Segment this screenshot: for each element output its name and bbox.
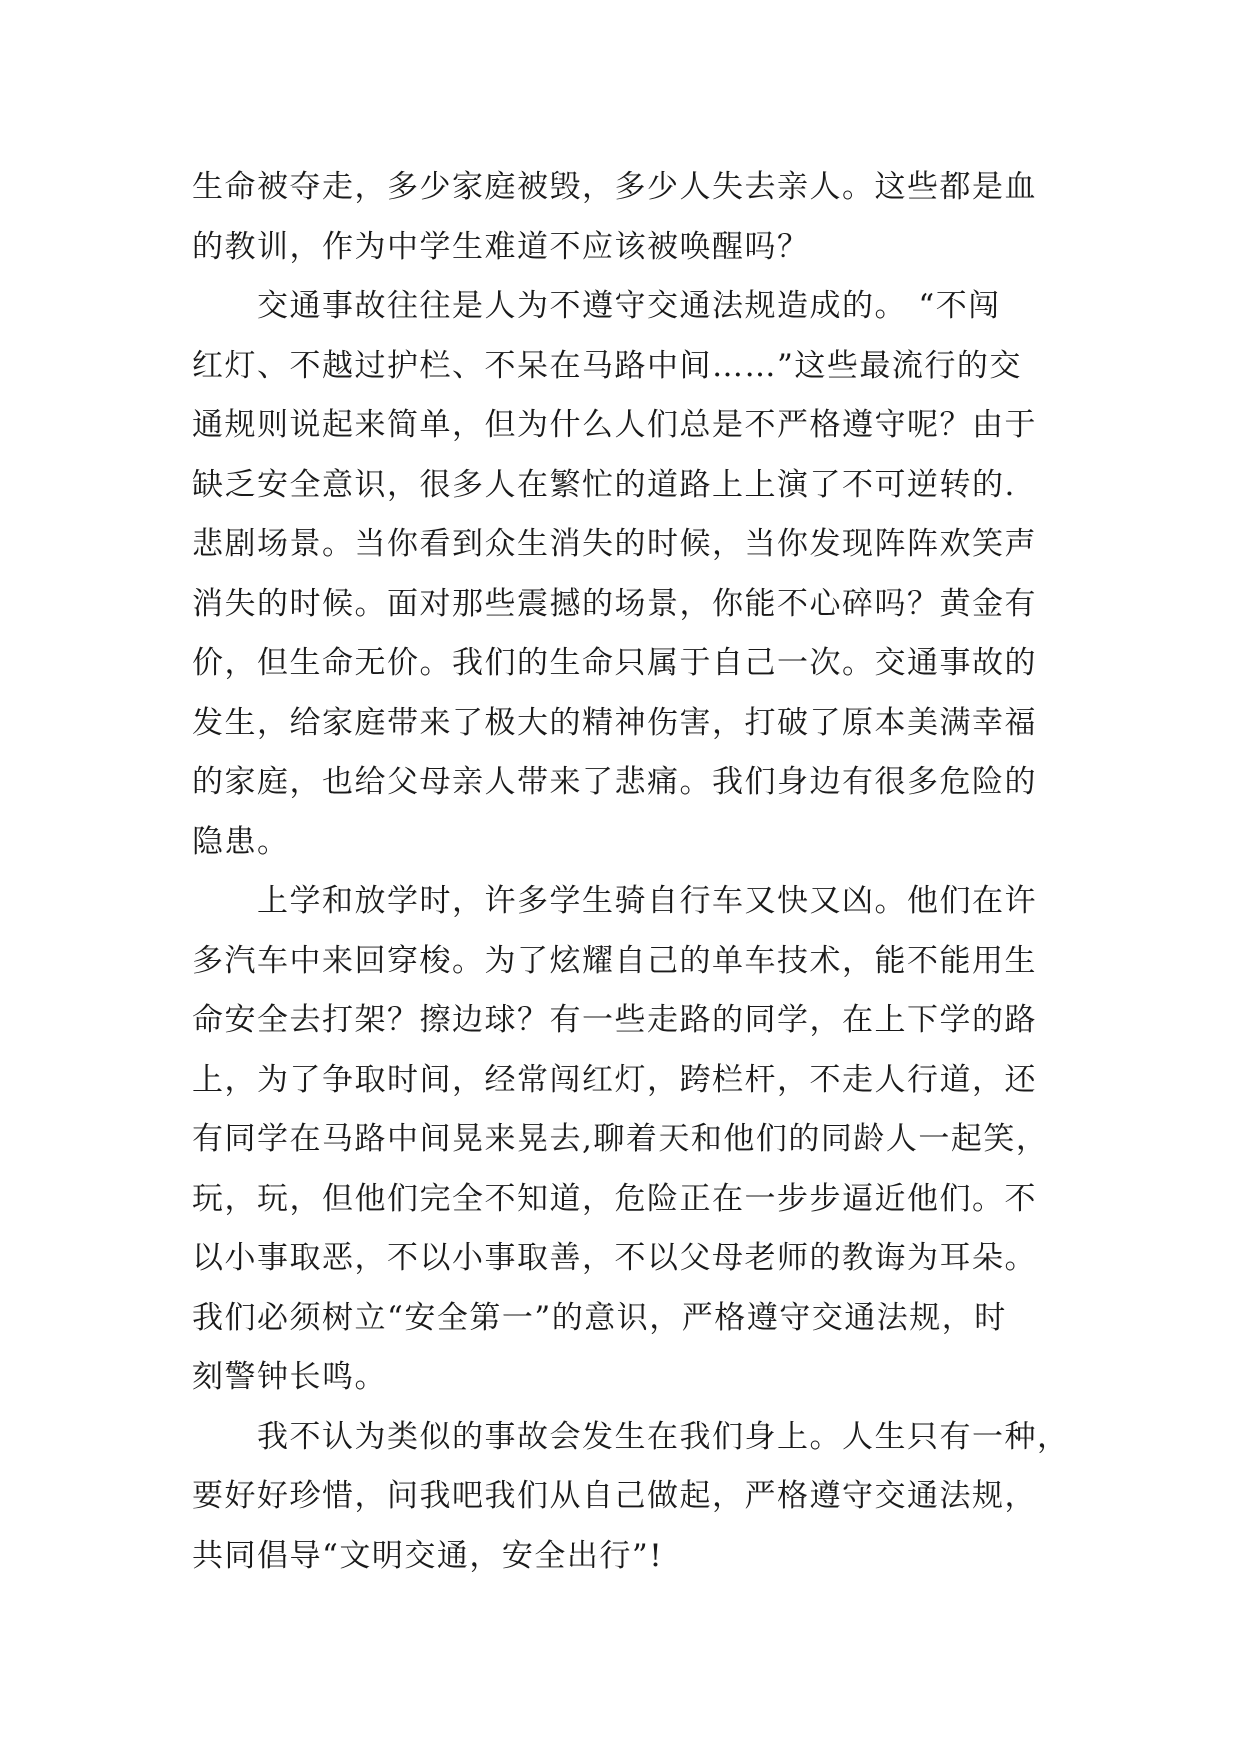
- text-line: 上，为了争取时间，经常闯红灯，跨栏杆，不走人行道，还: [192, 1061, 1037, 1098]
- text-line: 多汽车中来回穿梭。为了炫耀自己的单车技术，能不能用生: [192, 942, 1037, 979]
- text-line: 通规则说起来简单，但为什么人们总是不严格遵守呢？由于: [192, 407, 1037, 443]
- text-line: 悲剧场景。当你看到众生消失的时候，当你发现阵阵欢笑声: [192, 526, 1037, 562]
- text-line: 交通事故往往是人为不遵守交通法规造成的。 “不闯: [192, 288, 1001, 324]
- text-line: 隐患。: [192, 823, 290, 860]
- text-line: 价，但生命无价。我们的生命只属于自己一次。交通事故的: [192, 645, 1037, 681]
- text-line: 有同学在马路中间晃来晃去,聊着天和他们的同龄人一起笑，: [192, 1121, 1049, 1157]
- text-line: 缺乏安全意识，很多人在繁忙的道路上上演了不可逆转的.: [192, 466, 1016, 503]
- text-line: 上学和放学时，许多学生骑自行车又快又凶。他们在许: [192, 883, 1037, 919]
- text-line: 的家庭，也给父母亲人带来了悲痛。我们身边有很多危险的: [192, 764, 1037, 800]
- text-line: 刻警钟长鸣。: [192, 1359, 387, 1395]
- text-line: 消失的时候。面对那些震撼的场景，你能不心碎吗？黄金有: [192, 585, 1037, 622]
- text-line: 生命被夺走，多少家庭被毁，多少人失去亲人。这些都是血: [192, 169, 1037, 205]
- text-line: 要好好珍惜，问我吧我们从自己做起，严格遵守交通法规，: [192, 1478, 1037, 1514]
- text-line: 共同倡导“文明交通，安全出行”!: [192, 1537, 664, 1574]
- text-line: 红灯、不越过护栏、不呆在马路中间……”这些最流行的交: [192, 347, 1022, 384]
- body-text: [192, 158, 1070, 1586]
- text-line: 以小事取恶，不以小事取善，不以父母老师的教诲为耳朵。: [192, 1240, 1037, 1276]
- text-line: 命安全去打架？擦边球？有一些走路的同学，在上下学的路: [192, 1002, 1037, 1038]
- text-line: 玩，玩，但他们完全不知道，危险正在一步步逼近他们。不: [192, 1180, 1037, 1217]
- text-line: 我们必须树立“安全第一”的意识，严格遵守交通法规，时: [192, 1299, 1007, 1336]
- text-line: 的教训，作为中学生难道不应该被唤醒吗？: [192, 228, 810, 265]
- text-line: 发生，给家庭带来了极大的精神伤害，打破了原本美满幸福: [192, 704, 1037, 741]
- text-line: 我不认为类似的事故会发生在我们身上。人生只有一种，: [192, 1418, 1070, 1455]
